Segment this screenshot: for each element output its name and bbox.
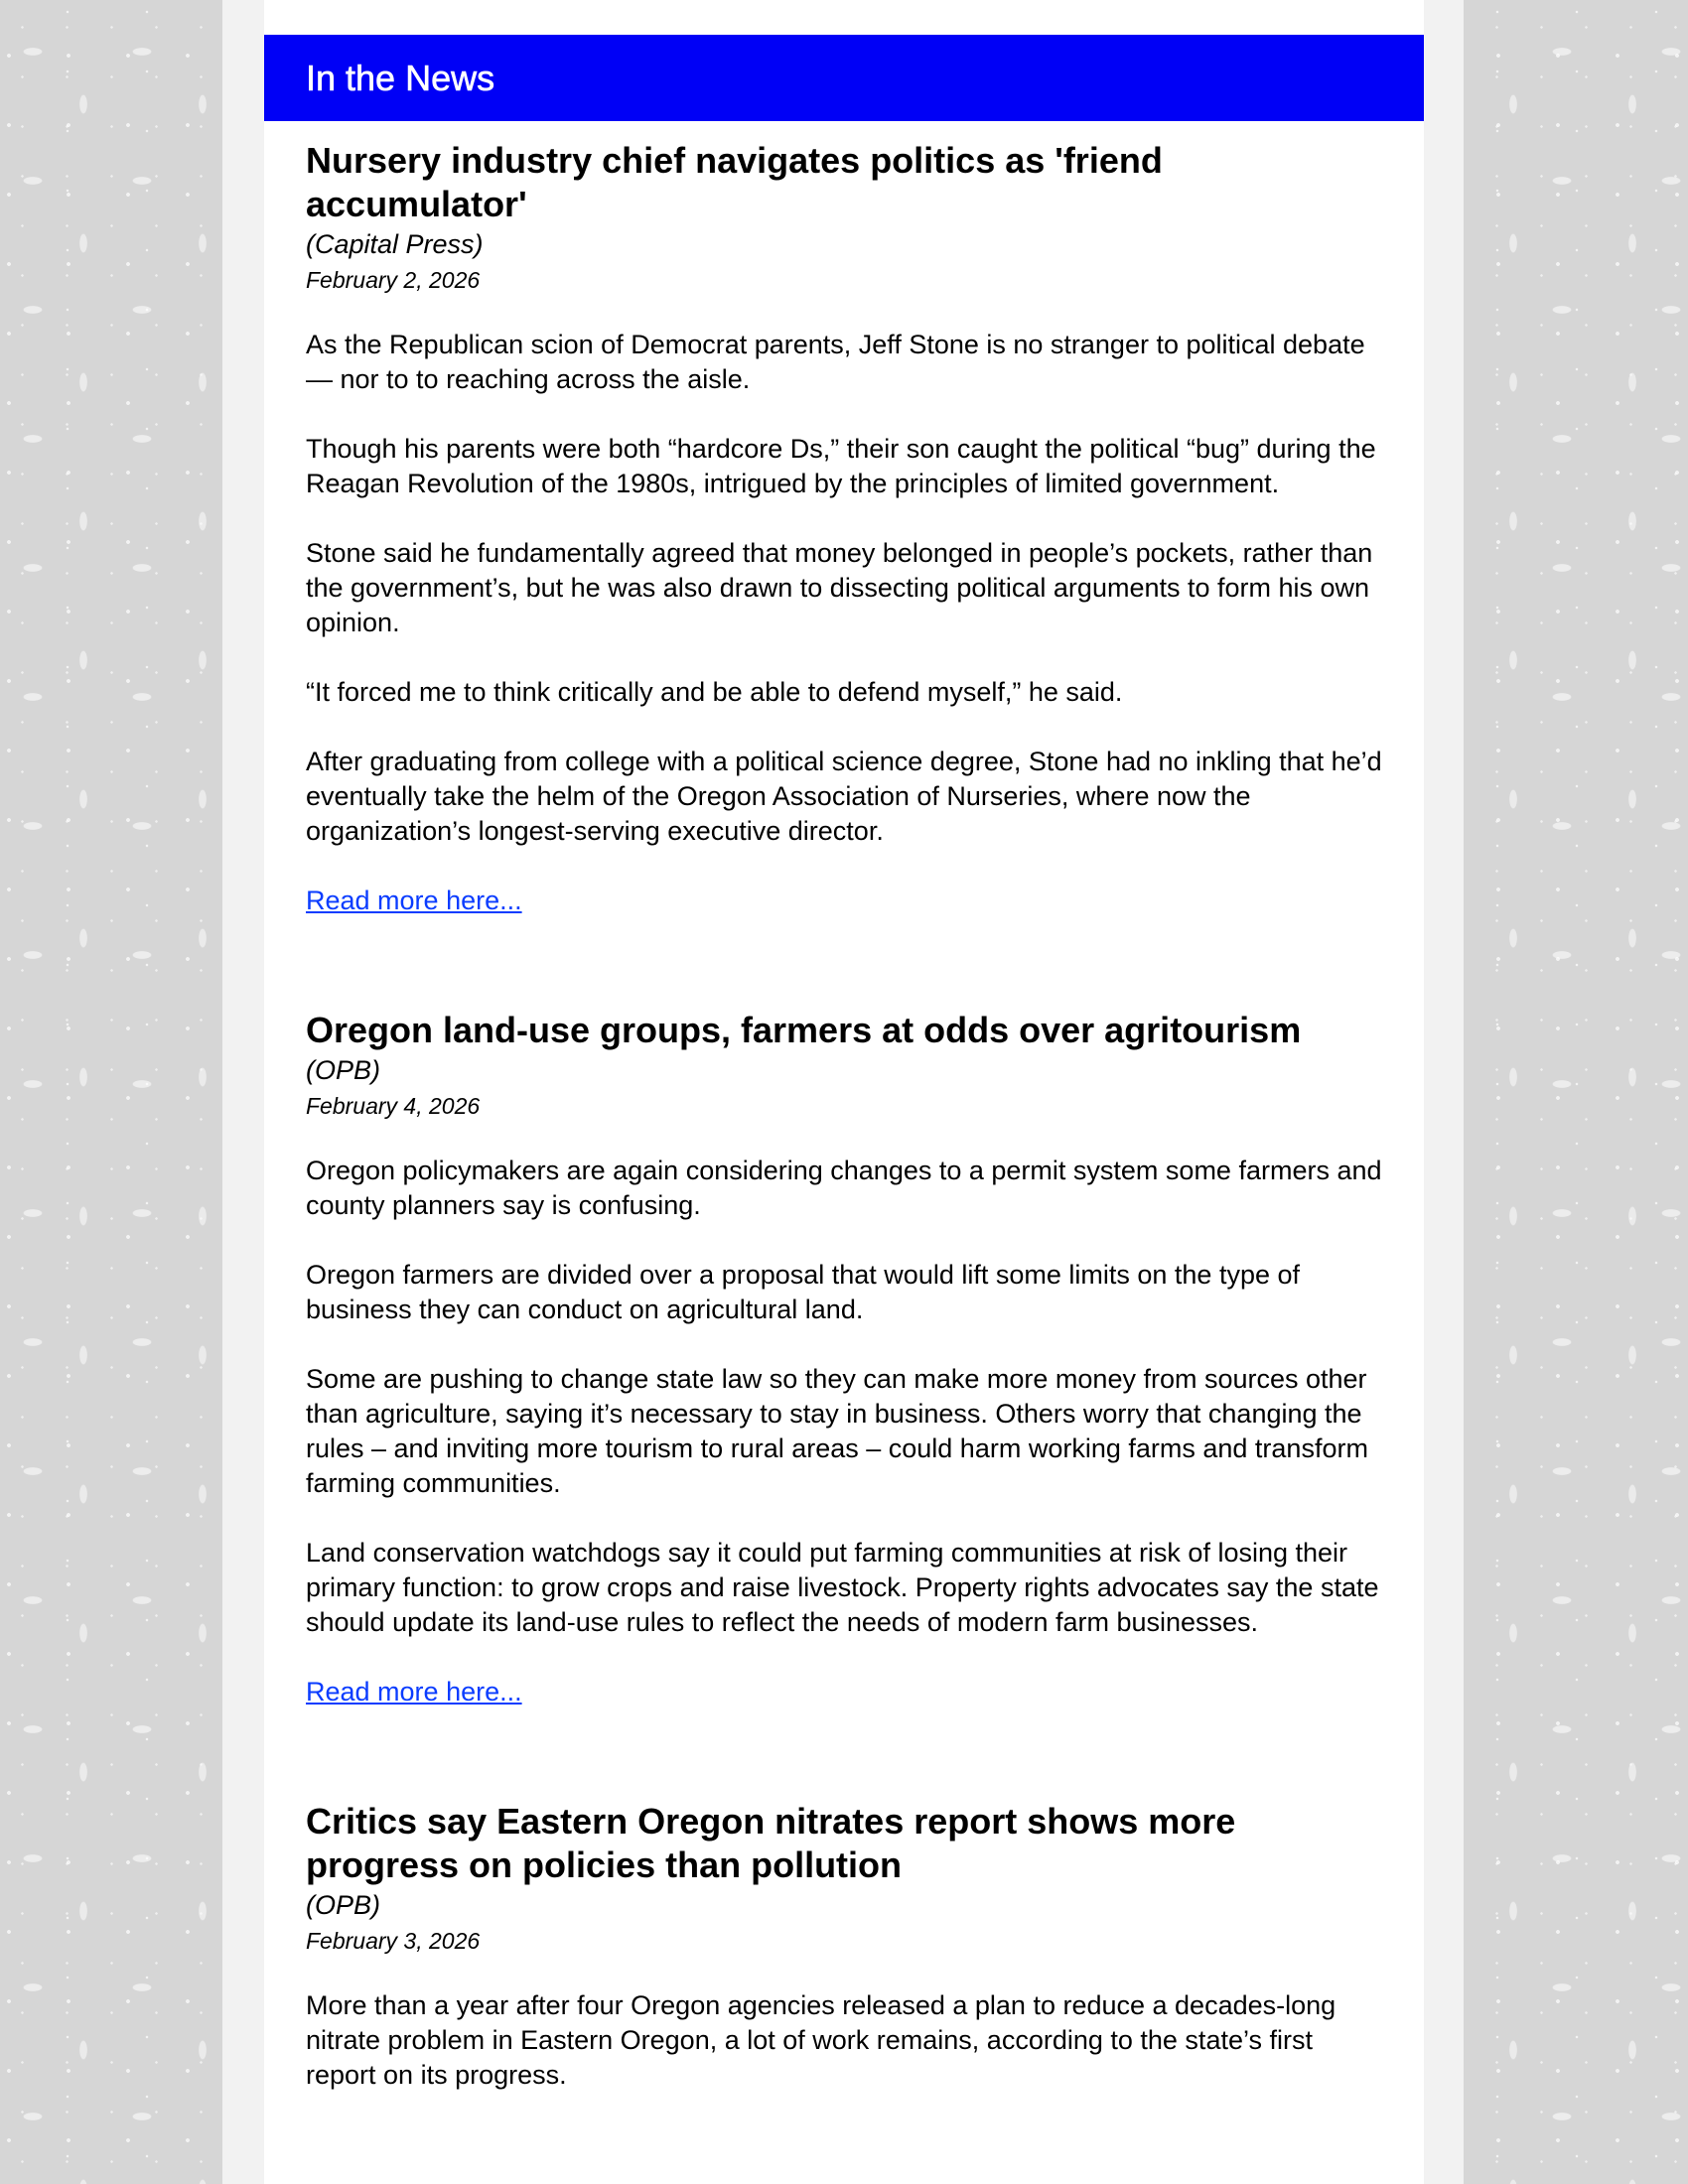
article-paragraph: As the Republican scion of Democrat parents, Jeff Stone is no stranger to political debate — nor to to reaching across the aisle.	[306, 330, 1365, 394]
article-paragraph: Oregon farmers are divided over a proposal that would lift some limits on the type of business they can conduct on agricultural land.	[306, 1260, 1300, 1324]
page-gutter	[222, 0, 1464, 2184]
article-paragraph: “It forced me to think critically and be able to defend myself,” he said.	[306, 677, 1123, 707]
article-source: (OPB)	[306, 1055, 381, 1085]
news-article	[306, 1009, 1388, 1744]
article-date: February 3, 2026	[306, 1928, 481, 1954]
article-headline: Oregon land-use groups, farmers at odds over agritourism	[306, 1010, 1302, 1050]
article-paragraph: Land conservation watchdogs say it could put farming communities at risk of losing their primary function: to grow crops and raise livestock. Property rights advocates say the state should update its land-use rules to reflect the needs of modern farm businesses.	[306, 1538, 1379, 1637]
article-paragraph: Though his parents were both “hardcore Ds,” their son caught the political “bug” during the Reagan Revolution of the 1980s, intrigued by the principles of limited government.	[306, 434, 1376, 498]
article-paragraph: Stone said he fundamentally agreed that money belonged in people’s pockets, rather than the government’s, but he was also drawn to dissecting political arguments to form his own opinion.	[306, 538, 1373, 637]
article-paragraph: Oregon policymakers are again considering changes to a permit system some farmers and county planners say is confusing.	[306, 1156, 1382, 1220]
news-article	[306, 139, 1388, 953]
news-list	[306, 139, 1388, 2148]
section-banner	[264, 35, 1424, 121]
article-date: February 2, 2026	[306, 267, 481, 293]
article-paragraph: After graduating from college with a political science degree, Stone had no inkling that he’d eventually take the helm of the Oregon Association of Nurseries, where now the organization’s longest-serving executive director.	[306, 747, 1382, 846]
article-paragraph: More than a year after four Oregon agencies released a plan to reduce a decades-long nitrate problem in Eastern Oregon, a lot of work remains, according to the state’s first report on its progress.	[306, 1990, 1336, 2090]
section-title: In the News	[306, 58, 495, 98]
newsletter-card	[264, 0, 1424, 2184]
read-more-link[interactable]: Read more here...	[306, 1677, 522, 1706]
article-source: (OPB)	[306, 1890, 381, 1920]
article-paragraph: Some are pushing to change state law so they can make more money from sources other than agriculture, saying it’s necessary to stay in business. Others worry that changing the rules – and inviting more tourism to rural areas – could harm working farms and transform farming communities.	[306, 1364, 1368, 1498]
read-more-link[interactable]: Read more here...	[306, 886, 522, 915]
article-headline: Critics say Eastern Oregon nitrates report shows more progress on policies than pollution	[306, 1801, 1236, 1885]
news-article	[306, 1800, 1388, 2093]
article-headline: Nursery industry chief navigates politics as 'friend accumulator'	[306, 140, 1163, 224]
article-source: (Capital Press)	[306, 229, 484, 259]
article-date: February 4, 2026	[306, 1093, 481, 1119]
